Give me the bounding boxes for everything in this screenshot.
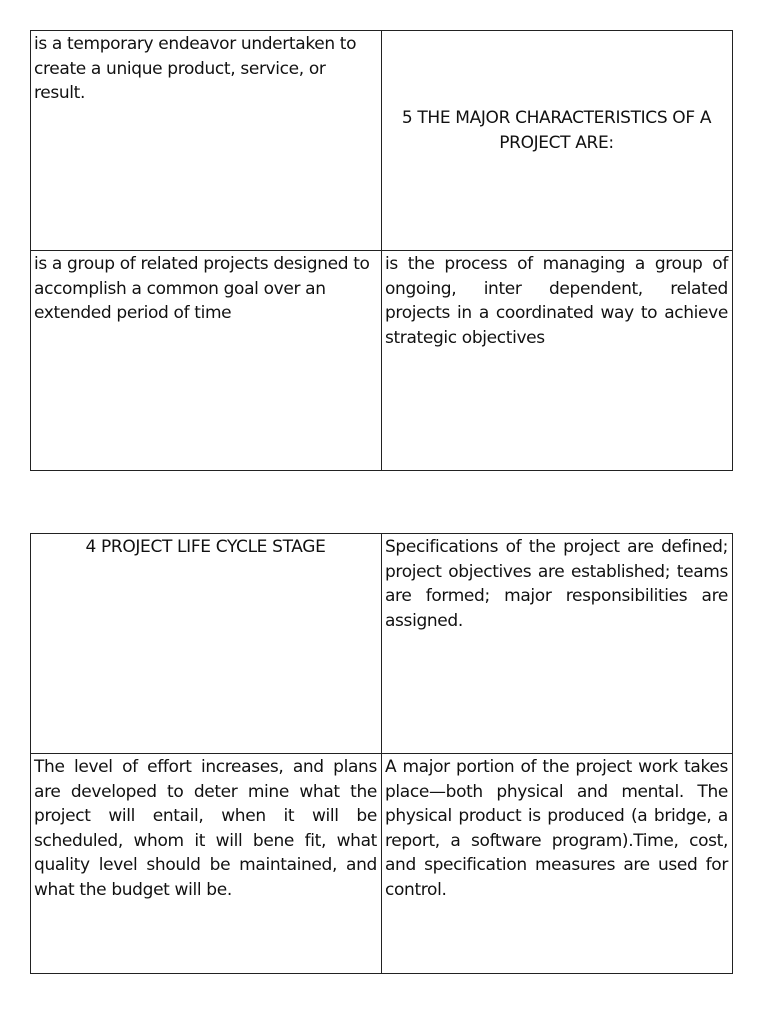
card-text: The level of effort increases, and plans are developed to deter mine what the project will entail, when it will be scheduled, whom it will bene fit, what quality level should be maintained, and what the budget will be. xyxy=(34,757,377,900)
table-row xyxy=(31,754,733,974)
card-text: is a group of related projects designed to accomplish a common goal over an extended period of time xyxy=(34,254,370,323)
flashcard-table-one xyxy=(30,30,733,471)
card-defining-stage xyxy=(381,534,732,754)
card-text: 5 THE MAJOR CHARACTERISTICS OF A PROJECT ARE: xyxy=(401,108,712,153)
card-planning-stage xyxy=(31,754,382,974)
card-portfolio-management-definition xyxy=(381,251,732,471)
card-major-characteristics xyxy=(381,31,732,251)
flashcard-table-two xyxy=(30,533,733,974)
card-project-definition xyxy=(31,31,382,251)
table-row xyxy=(31,251,733,471)
table-row xyxy=(31,534,733,754)
card-text: 4 PROJECT LIFE CYCLE STAGE xyxy=(85,537,326,557)
card-text: Specifications of the project are defined; project objectives are established; teams are formed; major responsibilities are assigned. xyxy=(384,537,728,631)
card-text: is a temporary endeavor undertaken to create a unique product, service, or result. xyxy=(34,34,357,103)
card-program-definition xyxy=(31,251,382,471)
card-life-cycle-stage xyxy=(31,534,382,754)
card-text: A major portion of the project work takes place—both physical and mental. The physical product is produced (a bridge, a report, a software program).Time, cost, and specification measures are used for control. xyxy=(384,757,728,900)
table-row xyxy=(31,31,733,251)
card-text: is the process of managing a group of ongoing, inter dependent, related projects in a coordinated way to achieve strategic objectives xyxy=(384,254,728,348)
card-executing-stage xyxy=(381,754,732,974)
